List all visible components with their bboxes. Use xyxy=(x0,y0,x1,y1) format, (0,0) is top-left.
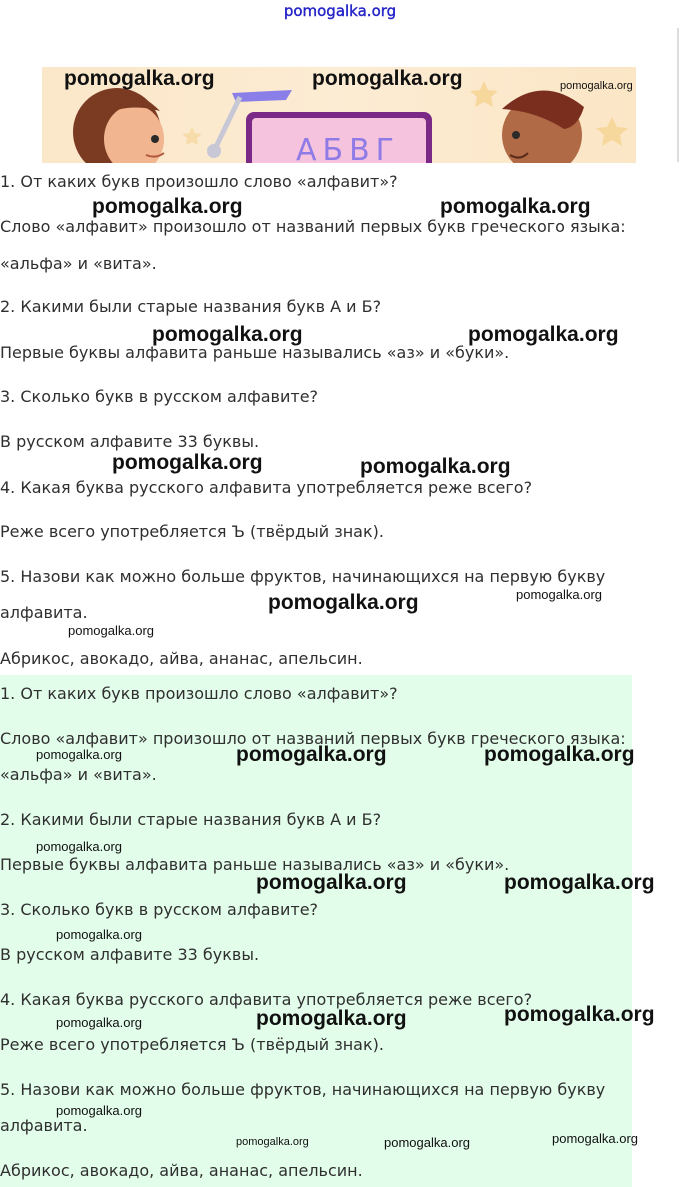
hl-answer-3: В русском алфавите 33 буквы. xyxy=(0,945,260,964)
watermark: pomogalka.org xyxy=(56,1015,142,1030)
question-5-line-2: алфавита. xyxy=(0,603,88,622)
hl-question-1: 1. От каких букв произошло слово «алфавит»? xyxy=(0,684,398,703)
watermark: pomogalka.org xyxy=(56,927,142,942)
scrollbar-edge xyxy=(677,28,679,162)
watermark: pomogalka.org xyxy=(504,871,655,894)
answer-5: Абрикос, авокадо, айва, ананас, апельсин. xyxy=(0,649,363,668)
watermark: pomogalka.org xyxy=(68,623,154,638)
answer-4: Реже всего употребляется Ъ (твёрдый знак). xyxy=(0,522,384,541)
watermark: pomogalka.org xyxy=(56,1103,142,1118)
watermark: pomogalka.org xyxy=(92,195,243,218)
site-link[interactable]: pomogalka.org xyxy=(283,2,397,20)
watermark: pomogalka.org xyxy=(516,587,602,602)
watermark: pomogalka.org xyxy=(112,451,263,474)
hl-answer-1-line-1: Слово «алфавит» произошло от названий первых букв греческого языка: xyxy=(0,729,626,748)
hl-answer-5: Абрикос, авокадо, айва, ананас, апельсин. xyxy=(0,1161,363,1180)
watermark: pomogalka.org xyxy=(360,455,511,478)
question-2: 2. Какими были старые названия букв А и Б? xyxy=(0,297,382,316)
watermark: pomogalka.org xyxy=(484,743,635,766)
watermark: pomogalka.org xyxy=(468,323,619,346)
question-3: 3. Сколько букв в русском алфавите? xyxy=(0,387,319,406)
watermark: pomogalka.org xyxy=(36,839,122,854)
hl-question-4: 4. Какая буква русского алфавита употребляется реже всего? xyxy=(0,990,533,1009)
answer-3: В русском алфавите 33 буквы. xyxy=(0,432,260,451)
hl-question-2: 2. Какими были старые названия букв А и Б? xyxy=(0,810,382,829)
watermark: pomogalka.org xyxy=(560,80,633,92)
watermark: pomogalka.org xyxy=(440,195,591,218)
watermark: pomogalka.org xyxy=(236,1136,309,1148)
answer-2: Первые буквы алфавита раньше назывались «аз» и «буки». xyxy=(0,343,510,362)
hl-answer-2: Первые буквы алфавита раньше назывались «аз» и «буки». xyxy=(0,855,510,874)
watermark: pomogalka.org xyxy=(504,1003,655,1026)
boy-illustration xyxy=(502,90,584,163)
watermark: pomogalka.org xyxy=(152,323,303,346)
watermark: pomogalka.org xyxy=(36,747,122,762)
answer-1-line-1: Слово «алфавит» произошло от названий первых букв греческого языка: xyxy=(0,217,626,236)
hl-answer-1-line-2: «альфа» и «вита». xyxy=(0,765,157,784)
watermark: pomogalka.org xyxy=(256,871,407,894)
question-5-line-1: 5. Назови как можно больше фруктов, начинающихся на первую букву xyxy=(0,567,606,586)
question-1: 1. От каких букв произошло слово «алфавит»? xyxy=(0,172,398,191)
watermark: pomogalka.org xyxy=(552,1131,638,1146)
girl-illustration xyxy=(73,88,164,163)
watermark: pomogalka.org xyxy=(256,1007,407,1030)
banner-letters: АБВГ xyxy=(296,133,400,163)
hl-answer-4: Реже всего употребляется Ъ (твёрдый знак). xyxy=(0,1035,384,1054)
watermark: pomogalka.org xyxy=(312,67,463,90)
hl-question-5-line-1: 5. Назови как можно больше фруктов, начинающихся на первую букву xyxy=(0,1080,606,1099)
watermark: pomogalka.org xyxy=(268,591,419,614)
hl-question-5-line-2: алфавита. xyxy=(0,1116,88,1135)
hl-question-3: 3. Сколько букв в русском алфавите? xyxy=(0,900,319,919)
question-4: 4. Какая буква русского алфавита употребляется реже всего? xyxy=(0,478,533,497)
watermark: pomogalka.org xyxy=(236,743,387,766)
monitor-icon xyxy=(246,112,432,163)
answer-1-line-2: «альфа» и «вита». xyxy=(0,254,157,273)
watermark: pomogalka.org xyxy=(64,67,215,90)
watermark: pomogalka.org xyxy=(384,1135,470,1150)
